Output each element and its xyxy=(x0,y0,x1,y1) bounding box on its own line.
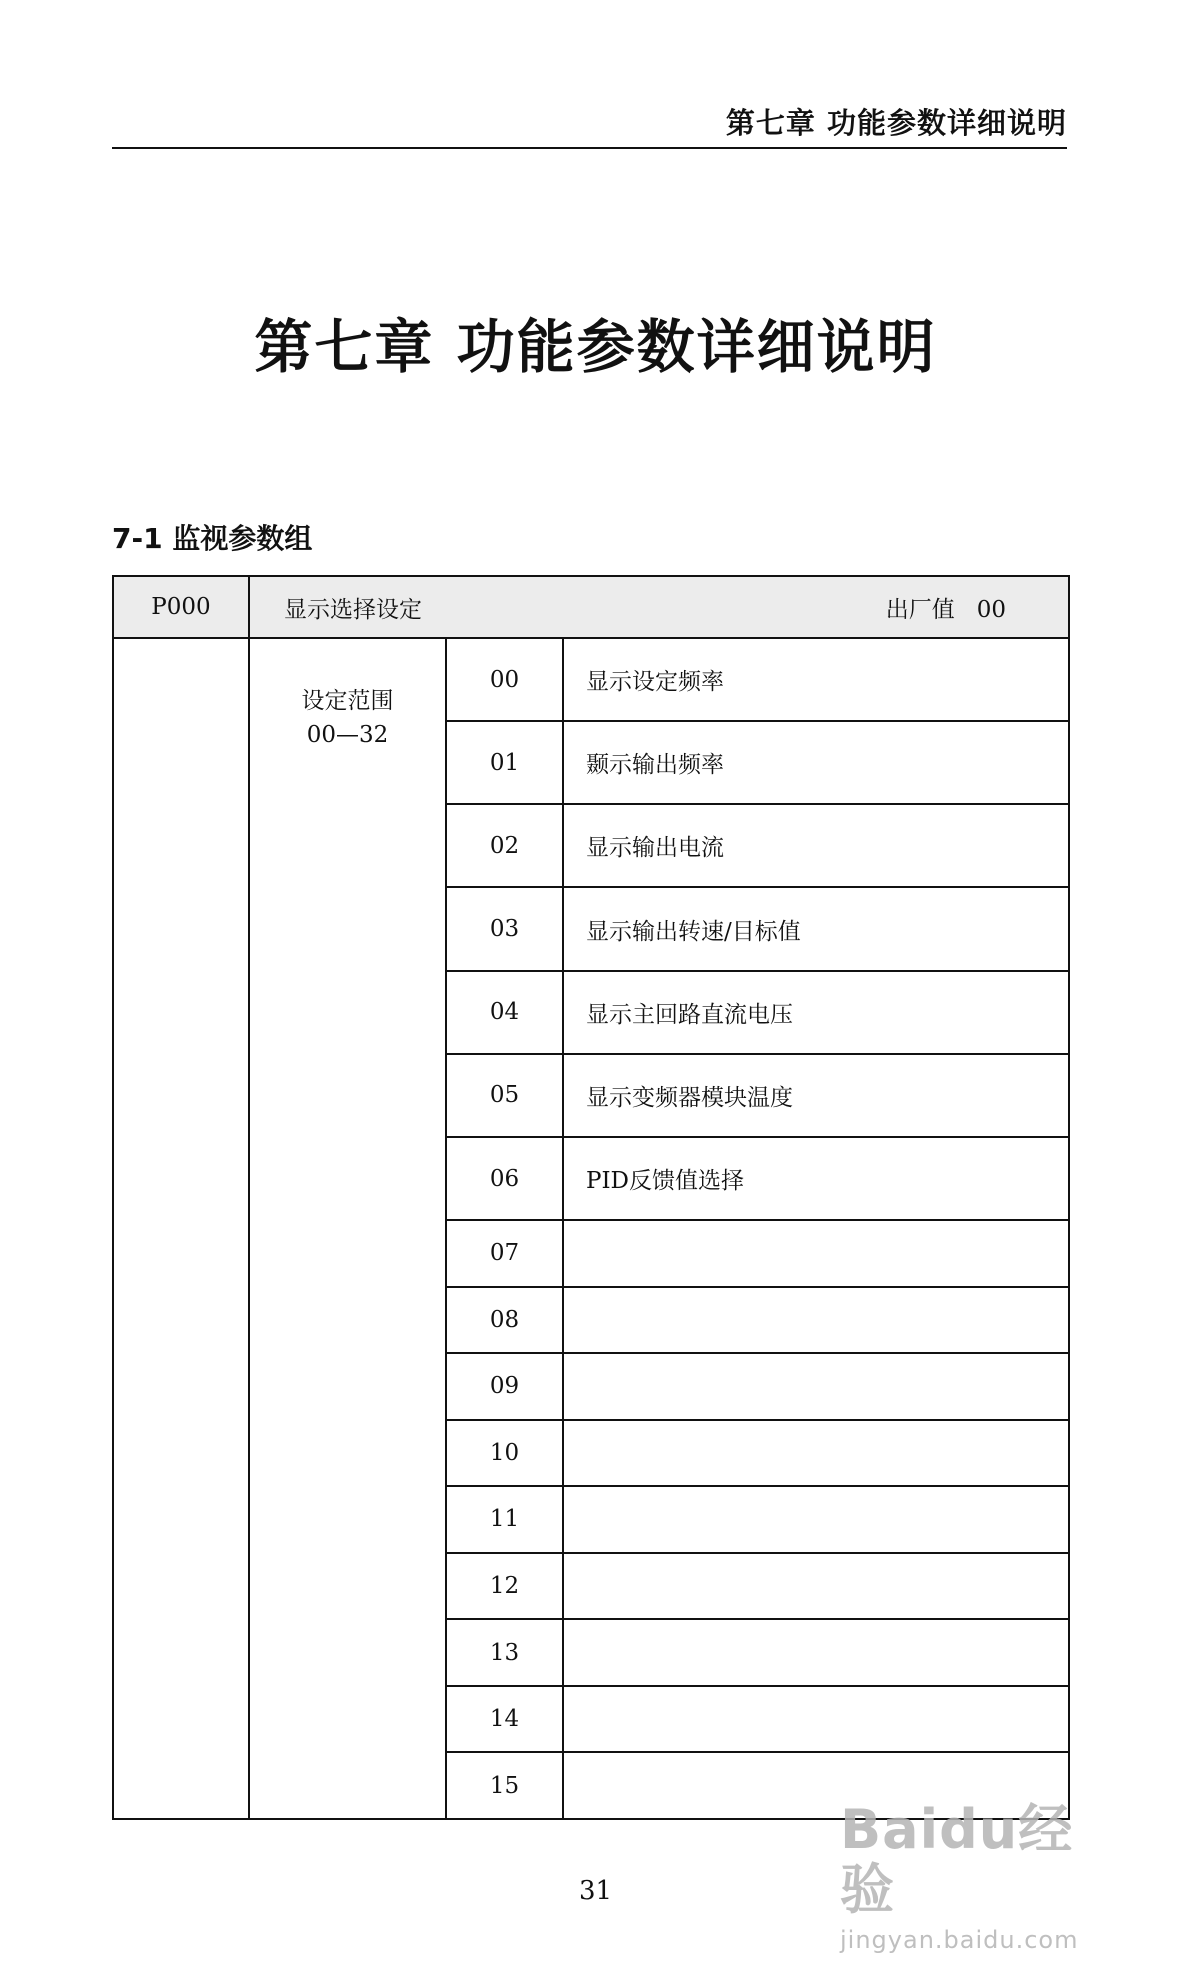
option-code: 10 xyxy=(446,1420,563,1487)
setting-range-value: 00—32 xyxy=(306,722,389,748)
page-number: 31 xyxy=(578,1876,613,1906)
running-header-title: 第七章 功能参数详细说明 xyxy=(725,106,1067,140)
section-title: 7-1 监视参数组 xyxy=(112,522,313,555)
watermark-logo-text: Baidu经验 xyxy=(840,1798,1074,1921)
option-description xyxy=(563,1353,1069,1420)
option-description xyxy=(563,1220,1069,1287)
option-description xyxy=(563,1287,1069,1354)
option-description xyxy=(563,1486,1069,1553)
option-code: 06 xyxy=(446,1137,563,1220)
option-code: 00 xyxy=(446,638,563,721)
option-description: 显示输出转速/目标值 xyxy=(563,887,1069,970)
option-description: 显示主回路直流电压 xyxy=(563,971,1069,1054)
option-description xyxy=(563,1420,1069,1487)
param-code: P000 xyxy=(113,576,249,638)
setting-range-cell xyxy=(249,638,446,1819)
option-description: PID反馈值选择 xyxy=(563,1137,1069,1220)
option-code: 04 xyxy=(446,971,563,1054)
option-code: 09 xyxy=(446,1353,563,1420)
option-code: 03 xyxy=(446,887,563,970)
option-code: 15 xyxy=(446,1752,563,1819)
default-value: 00 xyxy=(976,596,1007,623)
option-code: 01 xyxy=(446,721,563,804)
table-header-row xyxy=(113,576,1069,638)
option-description: 颞示输出频率 xyxy=(563,721,1069,804)
setting-range-label: 设定范围 xyxy=(301,688,394,714)
option-code: 12 xyxy=(446,1553,563,1620)
option-description xyxy=(563,1553,1069,1620)
param-header-cell xyxy=(249,576,1069,638)
option-code: 07 xyxy=(446,1220,563,1287)
option-description: 显示输出电流 xyxy=(563,804,1069,887)
empty-code-cell xyxy=(113,638,249,1819)
option-code: 14 xyxy=(446,1686,563,1753)
option-description: 显示设定频率 xyxy=(563,638,1069,721)
default-value-group xyxy=(886,591,1006,624)
parameter-table xyxy=(112,575,1070,1820)
param-name: 显示选择设定 xyxy=(284,596,422,623)
option-code: 13 xyxy=(446,1619,563,1686)
option-description xyxy=(563,1619,1069,1686)
header-divider xyxy=(112,147,1067,149)
option-code: 11 xyxy=(446,1486,563,1553)
option-code: 08 xyxy=(446,1287,563,1354)
option-code: 02 xyxy=(446,804,563,887)
option-description: 显示变频器模块温度 xyxy=(563,1054,1069,1137)
watermark-logo xyxy=(840,1798,1120,1954)
chapter-title: 第七章 功能参数详细说明 xyxy=(254,313,937,381)
default-label: 出厂值 xyxy=(885,596,955,623)
option-description xyxy=(563,1686,1069,1753)
table-row xyxy=(113,638,1069,721)
option-code: 05 xyxy=(446,1054,563,1137)
watermark-url: jingyan.baidu.com xyxy=(840,1926,1079,1954)
